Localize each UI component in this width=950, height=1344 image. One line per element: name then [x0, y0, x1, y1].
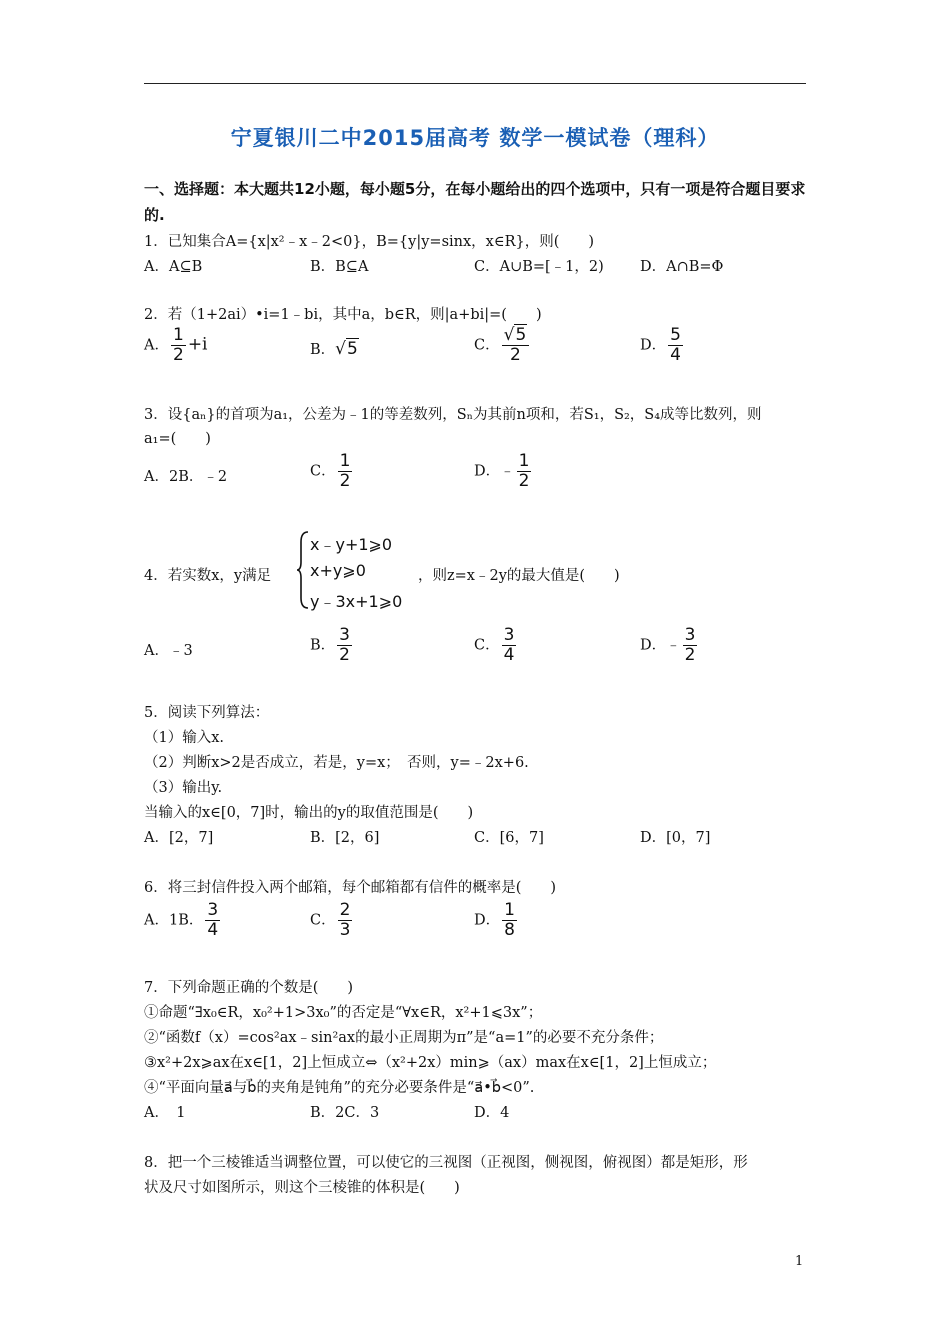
q3-stem-line1: 3．设{aₙ}的首项为a₁，公差为﹣1的等差数列，Sₙ为其前n项和，若S₁，S₂，S₄成等比数列，则 [144, 407, 762, 423]
q5-option-b: B．[2，6] [310, 830, 380, 846]
q7-option-d: D．4 [474, 1105, 510, 1121]
q3-option-ab: A．2B．﹣2 [144, 469, 228, 485]
q8-stem-line1: 8．把一个三棱锥适当调整位置，可以使它的三视图（正视图，侧视图，俯视图）都是矩形，形 [144, 1155, 748, 1171]
q7-item-1: ①命题“∃x₀∈R，x₀²+1>3x₀”的否定是“∀x∈R，x²+1⩽3x”； [144, 1005, 543, 1021]
q4-suffix: ，则z=x﹣2y的最大值是( ) [418, 568, 620, 584]
q4-prefix: 4．若实数x，y满足 [144, 568, 272, 584]
section-heading: 一、选择题：本大题共12小题，每小题5分，在每小题给出的四个选项中，只有一项是符合题目要求的. [144, 180, 806, 224]
q1-stem: 1．已知集合A={x|x²﹣x﹣2<0}，B={y|y=sinx，x∈R}，则( ) [144, 234, 595, 250]
q2-option-d: D． $\frac{5}{4}$ [640, 325, 681, 365]
q6-option-ab: A．1B． $\frac{3}{4}$ [144, 900, 219, 940]
q5-line4: （3）输出y. [144, 780, 223, 796]
q5-line1: 5．阅读下列算法： [144, 705, 270, 721]
q4-option-c: C． $\frac{3}{4}$ [474, 625, 515, 665]
q4-inequality-1: x﹣y+1⩾0 [310, 535, 393, 554]
q4-option-d: D．﹣ $\frac{3}{2}$ [640, 625, 696, 665]
q1-option-c: C．A∪B=[﹣1，2) [474, 259, 604, 275]
q5-option-c: C．[6，7] [474, 830, 544, 846]
q4-inequality-system [296, 530, 416, 610]
page-title: 宁夏银川二中2015届高考 数学一模试卷（理科） [230, 126, 720, 150]
q7-item-4: ④“平面向量a⃗与b⃗的夹角是钝角”的充分必要条件是“a⃗•b⃗<0”. [144, 1080, 535, 1096]
q1-option-b: B．B⊆A [310, 259, 369, 275]
q7-item-3: ③x²+2x⩾ax在x∈[1，2]上恒成立⇔（x²+2x）min⩾（ax）max在x∈[1，2]上恒成立； [144, 1055, 717, 1071]
q2-option-a: A． $\frac{1}{2}$ +i [144, 325, 208, 365]
q2-option-c: C． $\frac{√5}{2}$ [474, 326, 531, 365]
q3-option-d: D．﹣ $\frac{1}{2}$ [474, 451, 530, 491]
q5-option-a: A．[2，7] [144, 830, 214, 846]
q8-stem-line2: 状及尺寸如图所示，则这个三棱锥的体积是( ) [144, 1180, 460, 1196]
page-number: 1 [795, 1254, 804, 1269]
q5-line2: （1）输入x. [144, 730, 225, 746]
q5-line5: 当输入的x∈[0，7]时，输出的y的取值范围是( ) [144, 805, 474, 821]
q4-inequality-3: y﹣3x+1⩾0 [310, 592, 403, 611]
q5-option-d: D．[0，7] [640, 830, 711, 846]
q3-option-c: C． $\frac{1}{2}$ [310, 451, 351, 491]
q3-stem-line2: a₁=( ) [144, 431, 211, 447]
q6-option-d: D． $\frac{1}{8}$ [474, 900, 515, 940]
q1-option-a: A．A⊆B [144, 259, 203, 275]
q7-option-bc: B．2C．3 [310, 1105, 380, 1121]
q5-line3: （2）判断x>2是否成立，若是，y=x； 否则，y=﹣2x+6. [144, 755, 529, 771]
q7-option-a: A． 1 [144, 1105, 186, 1121]
header-rule [144, 83, 806, 84]
q7-item-2: ②“函数f（x）=cos²ax﹣sin²ax的最小正周期为π”是“a=1”的必要不充分条件； [144, 1030, 664, 1046]
q2-stem: 2．若（1+2ai）•i=1﹣bi，其中a，b∈R，则|a+bi|=( ) [144, 307, 542, 323]
q6-stem: 6．将三封信件投入两个邮箱，每个邮箱都有信件的概率是( ) [144, 880, 557, 896]
q6-option-c: C． $\frac{2}{3}$ [310, 900, 351, 940]
q4-inequality-2: x+y⩾0 [310, 561, 366, 580]
q1-option-d: D．A∩B=Φ [640, 259, 724, 275]
left-brace-icon [296, 530, 310, 610]
q4-option-b: B． $\frac{3}{2}$ [310, 625, 350, 665]
q4-option-a: A．﹣3 [144, 643, 193, 659]
q7-stem: 7．下列命题正确的个数是( ) [144, 980, 354, 996]
q2-option-b: B．√5 [310, 339, 358, 359]
